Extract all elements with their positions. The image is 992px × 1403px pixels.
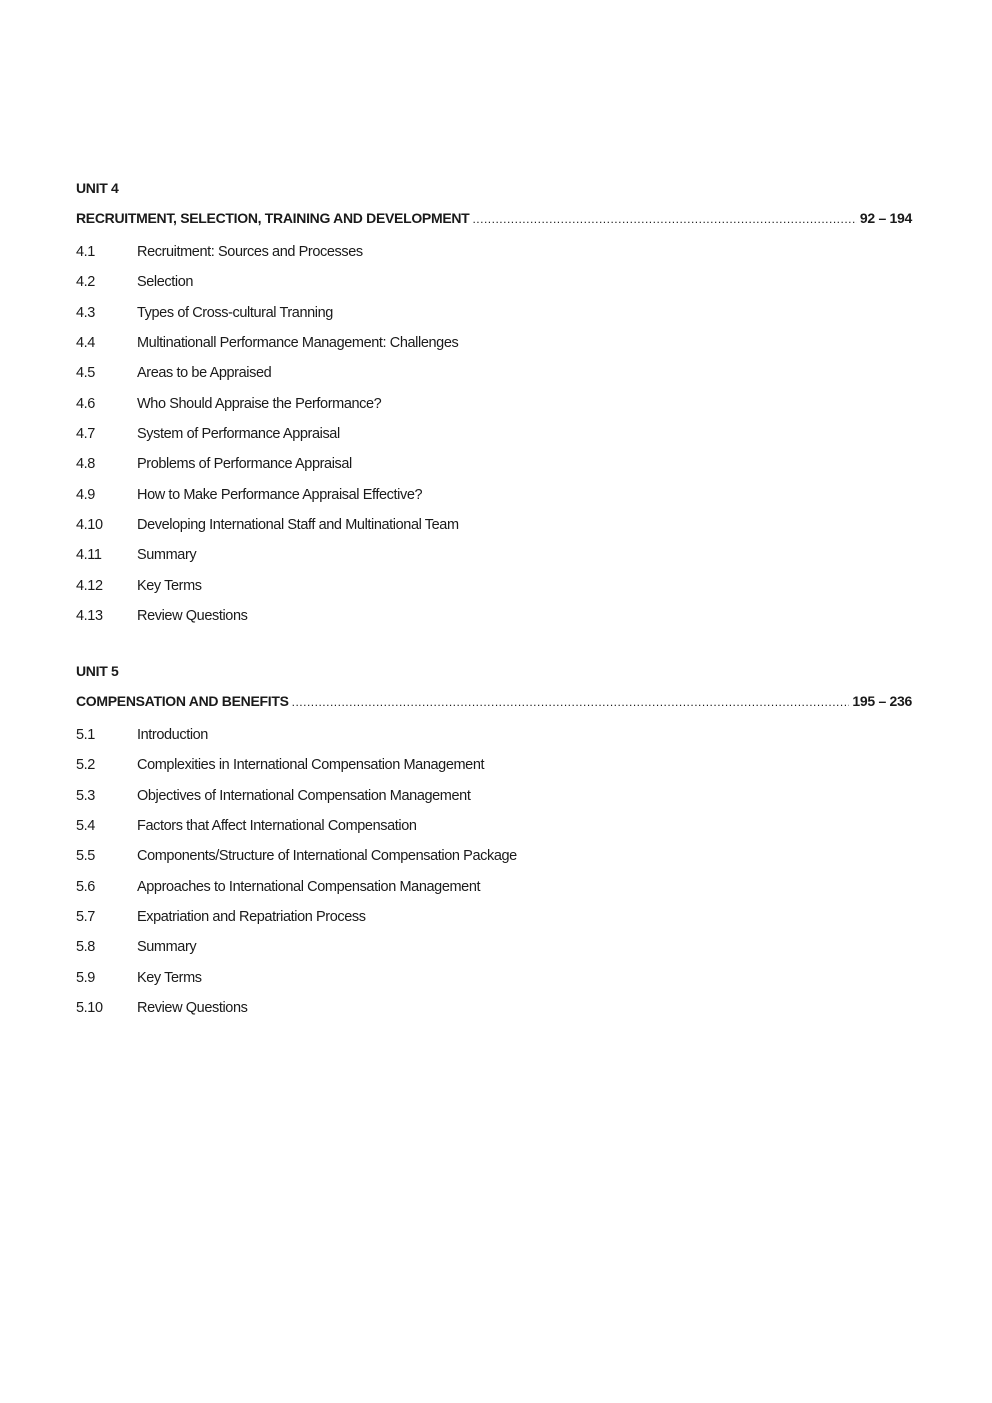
item-number: 5.10 — [76, 1000, 103, 1017]
toc-item[interactable] — [76, 334, 912, 364]
toc-item[interactable] — [76, 999, 912, 1029]
item-number: 5.6 — [76, 878, 95, 895]
item-title: Factors that Affect International Compensation — [137, 818, 417, 835]
unit-page-range: 92 – 194 — [859, 210, 912, 226]
toc-item[interactable] — [76, 787, 912, 817]
item-title: Who Should Appraise the Performance? — [137, 395, 382, 412]
toc-item[interactable] — [76, 969, 912, 999]
unit-page-range: 195 – 236 — [852, 693, 912, 709]
item-number: 4.6 — [76, 395, 95, 412]
toc-item[interactable] — [76, 243, 912, 273]
item-number: 5.2 — [76, 757, 95, 774]
item-title: Expatriation and Repatriation Process — [137, 909, 366, 926]
dot-leader — [292, 693, 850, 711]
unit-5-item-list — [76, 726, 912, 1029]
unit-title: COMPENSATION AND BENEFITS — [76, 693, 289, 709]
item-title: Key Terms — [137, 969, 202, 986]
unit-label: UNIT 5 — [76, 663, 119, 679]
item-number: 4.13 — [76, 608, 103, 625]
item-number: 4.11 — [76, 547, 102, 564]
item-number: 4.4 — [76, 335, 95, 352]
toc-item[interactable] — [76, 607, 912, 637]
item-title: Introduction — [137, 727, 208, 743]
dot-leader — [472, 210, 856, 228]
toc-item[interactable] — [76, 756, 912, 786]
toc-item[interactable] — [76, 304, 912, 334]
unit-title-row[interactable] — [76, 209, 912, 227]
item-title: Review Questions — [137, 608, 248, 625]
toc-item[interactable] — [76, 878, 912, 908]
item-number: 5.5 — [76, 848, 95, 865]
item-title: How to Make Performance Appraisal Effective? — [137, 486, 423, 503]
toc-item[interactable] — [76, 847, 912, 877]
item-title: Areas to be Appraised — [137, 365, 272, 382]
item-number: 4.9 — [76, 486, 95, 503]
unit-title: RECRUITMENT, SELECTION, TRAINING AND DEVELOPMENT — [76, 210, 470, 226]
item-title: Objectives of International Compensation Management — [137, 787, 471, 804]
item-title: Selection — [137, 274, 194, 291]
toc-item[interactable] — [76, 516, 912, 546]
toc-item[interactable] — [76, 455, 912, 485]
item-number: 5.9 — [76, 969, 95, 986]
item-title: Problems of Performance Appraisal — [137, 456, 352, 473]
item-number: 4.8 — [76, 456, 95, 473]
toc-item[interactable] — [76, 817, 912, 847]
toc-item[interactable] — [76, 577, 912, 607]
item-title: Summary — [137, 939, 197, 956]
item-number: 4.1 — [76, 244, 95, 260]
item-number: 4.10 — [76, 517, 103, 534]
toc-item[interactable] — [76, 486, 912, 516]
item-title: Developing International Staff and Multinational Team — [137, 517, 459, 534]
item-title: Key Terms — [137, 577, 202, 594]
item-number: 4.2 — [76, 274, 95, 291]
item-number: 5.8 — [76, 939, 95, 956]
toc-item[interactable] — [76, 273, 912, 303]
unit-4-item-list — [76, 243, 912, 637]
item-title: System of Performance Appraisal — [137, 426, 340, 443]
item-title: Approaches to International Compensation Management — [137, 878, 481, 895]
toc-item[interactable] — [76, 395, 912, 425]
item-title: Summary — [137, 547, 197, 564]
item-title: Multinationall Performance Management: Challenges — [137, 335, 459, 352]
toc-item[interactable] — [76, 938, 912, 968]
unit-5-section — [76, 662, 912, 1029]
toc-item[interactable] — [76, 908, 912, 938]
item-title: Types of Cross-cultural Tranning — [137, 304, 333, 321]
item-number: 4.7 — [76, 426, 95, 443]
toc-item[interactable] — [76, 364, 912, 394]
item-title: Components/Structure of International Compensation Package — [137, 848, 517, 865]
toc-item[interactable] — [76, 726, 912, 756]
item-title: Complexities in International Compensation Management — [137, 757, 485, 774]
unit-4-section — [76, 179, 912, 637]
item-title: Recruitment: Sources and Processes — [137, 244, 363, 260]
toc-item[interactable] — [76, 546, 912, 576]
item-number: 5.4 — [76, 818, 95, 835]
item-number: 5.3 — [76, 787, 95, 804]
item-number: 4.12 — [76, 577, 103, 594]
toc-item[interactable] — [76, 425, 912, 455]
item-number: 4.5 — [76, 365, 95, 382]
item-number: 5.7 — [76, 909, 95, 926]
unit-title-row[interactable] — [76, 692, 912, 710]
item-number: 5.1 — [76, 727, 95, 743]
item-title: Review Questions — [137, 1000, 248, 1017]
unit-label: UNIT 4 — [76, 180, 119, 196]
item-number: 4.3 — [76, 304, 95, 321]
